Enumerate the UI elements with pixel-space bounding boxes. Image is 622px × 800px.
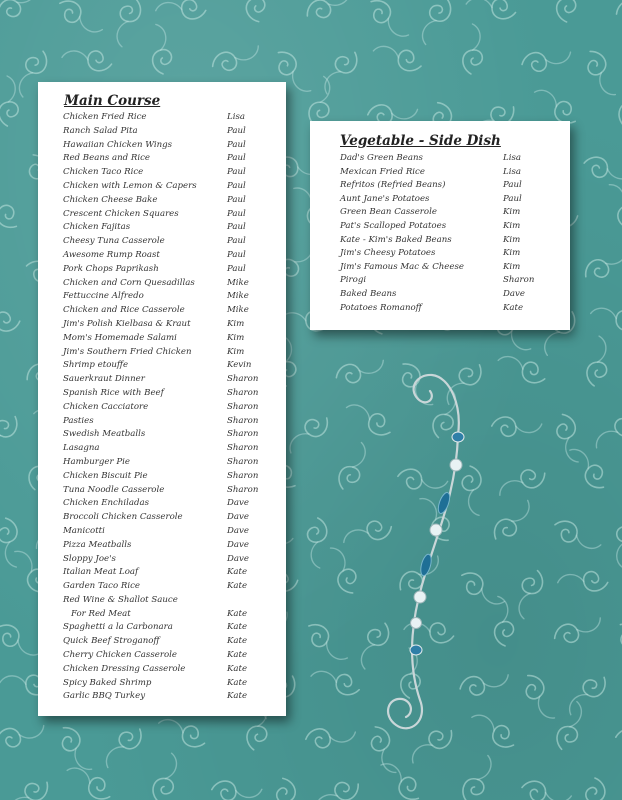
dish-row — [63, 221, 278, 235]
dish-name: Shrimp etouffe — [63, 360, 129, 371]
blue-bead — [452, 432, 464, 442]
swirl-motif — [54, 0, 106, 40]
vegetable-side-dish-title: Vegetable - Side Dish — [340, 133, 501, 149]
cook-name: Paul — [227, 194, 246, 205]
swirl-motif — [589, 302, 622, 334]
dish-name: For Red Meat — [71, 608, 131, 619]
dish-name: Chicken Cheese Bake — [63, 194, 158, 205]
swirl-motif — [155, 0, 206, 19]
cook-name: Paul — [227, 236, 246, 247]
dish-row — [63, 484, 278, 498]
cook-name: Kim — [227, 346, 245, 357]
dish-name: Jim's Southern Fried Chicken — [63, 346, 192, 357]
dish-name: Pirogi — [340, 275, 367, 286]
cook-name: Dave — [227, 498, 249, 509]
swirl-motif — [61, 45, 114, 73]
dish-row — [63, 290, 278, 304]
cook-name: Dave — [503, 288, 525, 299]
blue-bead — [419, 553, 433, 577]
vegetable-side-dish-card — [310, 121, 570, 330]
swirl-motif — [317, 46, 362, 98]
dish-name: Garlic BBQ Turkey — [63, 691, 146, 702]
cook-name: Paul — [227, 180, 246, 191]
cook-name: Paul — [503, 180, 522, 191]
dish-name: Tuna Noodle Casserole — [63, 484, 165, 495]
dish-name: Lasagna — [63, 443, 100, 454]
swirl-motif — [0, 410, 22, 461]
cook-name: Sharon — [227, 401, 259, 412]
swirl-motif — [150, 751, 184, 800]
dish-row — [63, 663, 278, 677]
dish-name: Refritos (Refried Beans) — [340, 180, 446, 191]
swirl-motif — [415, 0, 455, 48]
dish-row — [63, 111, 278, 125]
swirl-motif — [303, 0, 356, 25]
swirl-motif — [0, 311, 20, 334]
dish-name: Chicken Dressing Casserole — [63, 663, 186, 674]
swirl-motif — [550, 517, 603, 556]
dish-name: Crescent Chicken Squares — [63, 208, 179, 219]
dish-row — [63, 677, 278, 691]
dish-row — [63, 525, 278, 539]
cook-name: Kate — [227, 608, 248, 619]
cook-name: Paul — [227, 139, 246, 150]
dish-row — [340, 220, 562, 234]
swirl-motif — [283, 410, 333, 458]
clear-bead — [411, 618, 422, 629]
cook-name: Sharon — [227, 374, 259, 385]
swirl-motif — [0, 719, 47, 751]
dish-name: Mom's Homemade Salami — [63, 332, 177, 343]
cook-name: Paul — [227, 249, 246, 260]
dish-row — [340, 206, 562, 220]
dish-name: Hamburger Pie — [63, 456, 130, 467]
swirl-motif — [310, 775, 363, 800]
dish-row — [63, 553, 278, 567]
swirl-motif — [462, 23, 485, 74]
dish-name: Hawaiian Chicken Wings — [63, 139, 173, 150]
dish-row — [63, 277, 278, 291]
cook-name: Paul — [227, 222, 246, 233]
dish-row — [63, 635, 278, 649]
dish-row — [340, 193, 562, 207]
dish-name: Jim's Polish Kielbasa & Kraut — [63, 318, 191, 329]
cook-name: Kevin — [227, 360, 252, 371]
dish-row — [63, 580, 278, 594]
cook-name: Kim — [503, 234, 521, 245]
dish-name: Kate - Kim's Baked Beans — [340, 234, 452, 245]
swirl-motif — [581, 241, 622, 285]
swirl-motif — [99, 722, 147, 772]
dish-name: Spanish Rice with Beef — [63, 387, 164, 398]
dish-row — [63, 139, 278, 153]
cook-name: Kim — [503, 261, 521, 272]
swirl-motif — [335, 440, 373, 494]
swirl-motif — [613, 0, 622, 24]
dish-name: Dad's Green Beans — [340, 153, 423, 163]
cook-name: Lisa — [227, 112, 245, 122]
dish-name: Swedish Meatballs — [63, 429, 146, 440]
swirl-motif — [612, 619, 622, 670]
dish-row — [340, 302, 562, 316]
dish-row — [340, 261, 562, 275]
dish-row — [63, 566, 278, 580]
cook-name: Kate — [227, 581, 248, 592]
dish-name: Jim's Famous Mac & Cheese — [340, 261, 464, 272]
cook-name: Kate — [227, 622, 248, 633]
swirl-motif — [581, 47, 621, 100]
swirl-motif — [0, 0, 43, 26]
dish-row — [63, 304, 278, 318]
clear-bead — [414, 591, 426, 603]
dish-name: Chicken Fajitas — [63, 222, 131, 233]
dish-name: Pasties — [63, 415, 94, 426]
dish-name: Fettuccine Alfredo — [63, 291, 144, 302]
dish-name: Potatoes Romanoff — [340, 302, 422, 313]
swirl-motif — [302, 619, 352, 667]
blue-bead — [410, 645, 422, 655]
dish-name: Aunt Jane's Potatoes — [340, 193, 430, 204]
dish-name: Chicken and Corn Quesadillas — [63, 277, 195, 288]
cook-name: Kate — [503, 302, 524, 313]
swirl-motif — [551, 611, 605, 648]
dish-name: Chicken Cacciatore — [63, 401, 149, 412]
dish-row — [63, 346, 278, 360]
dish-row — [63, 621, 278, 635]
cook-name: Lisa — [503, 153, 521, 163]
cook-name: Mike — [227, 305, 249, 316]
swirl-motif — [458, 752, 498, 800]
swirl-motif — [495, 464, 549, 502]
swirl-motif — [585, 335, 611, 387]
swirl-motif — [520, 779, 573, 800]
swirl-motif — [553, 699, 588, 753]
dish-row — [340, 234, 562, 248]
swirl-motif — [238, 0, 269, 24]
swirl-motif — [611, 516, 622, 569]
clear-bead — [430, 524, 442, 536]
cook-name: Kim — [503, 207, 521, 218]
swirl-motif — [364, 0, 413, 44]
dish-name: Chicken and Rice Casserole — [63, 305, 185, 316]
dish-name: Manicotti — [63, 525, 105, 536]
swirl-motif — [564, 442, 611, 493]
dish-row — [63, 442, 278, 456]
cook-name: Sharon — [227, 443, 259, 454]
swirl-motif — [156, 712, 209, 751]
swirl-motif — [309, 665, 363, 699]
dish-name: Chicken Taco Rice — [63, 167, 144, 178]
dish-name: Pork Chops Paprikash — [63, 263, 159, 274]
dish-row — [340, 247, 562, 261]
dish-name: Jim's Cheesy Potatoes — [340, 248, 436, 259]
dish-row — [63, 428, 278, 442]
main-course-list — [63, 111, 278, 704]
cook-name: Mike — [227, 291, 249, 302]
cook-name: Dave — [227, 539, 249, 550]
dish-name: Cheesy Tuna Casserole — [63, 236, 165, 247]
swirl-motif — [512, 567, 546, 621]
cook-name: Sharon — [227, 456, 259, 467]
dish-name: Spaghetti a la Carbonara — [63, 622, 173, 633]
swirl-motif — [0, 517, 23, 570]
swirl-motif — [557, 570, 608, 591]
cook-name: Dave — [227, 512, 249, 523]
swirl-motif — [553, 412, 585, 465]
cook-name: Paul — [227, 208, 246, 219]
dish-row — [63, 373, 278, 387]
swirl-motif — [211, 781, 262, 800]
swirl-motif — [273, 776, 304, 800]
beaded-wire-ornament — [370, 365, 480, 745]
dish-name: Sloppy Joe's — [63, 553, 116, 564]
cook-name: Sharon — [227, 387, 259, 398]
cook-name: Mike — [227, 277, 249, 288]
clear-bead — [450, 459, 462, 471]
dish-name: Spicy Baked Shrimp — [63, 677, 152, 688]
dish-row — [63, 649, 278, 663]
blue-bead — [436, 491, 452, 515]
main-course-title: Main Course — [64, 93, 161, 109]
cook-name: Kim — [227, 318, 245, 329]
swirl-motif — [520, 45, 573, 74]
cook-name: Sharon — [503, 275, 535, 286]
dish-name: Cherry Chicken Casserole — [63, 650, 177, 661]
dish-row — [63, 456, 278, 470]
wire-stem — [388, 435, 458, 728]
dish-name: Mexican Fried Rice — [340, 166, 425, 177]
dish-row — [340, 166, 562, 180]
dish-name: Sauerkraut Dinner — [63, 374, 145, 385]
swirl-motif — [492, 417, 542, 436]
dish-name: Baked Beans — [340, 288, 397, 299]
dish-name: Quick Beef Stroganoff — [63, 636, 160, 647]
swirl-motif — [489, 496, 537, 546]
cook-name: Sharon — [227, 415, 259, 426]
cook-name: Kim — [503, 220, 521, 231]
swirl-motif — [603, 179, 622, 232]
dish-row — [63, 194, 278, 208]
dish-name: Chicken Fried Rice — [63, 112, 147, 122]
swirl-motif — [149, 23, 173, 75]
swirl-motif — [308, 518, 327, 568]
cook-name: Kate — [227, 691, 248, 702]
cook-name: Sharon — [227, 470, 259, 481]
dish-row — [340, 288, 562, 302]
swirl-motif — [615, 75, 622, 129]
cook-name: Paul — [227, 263, 246, 274]
cook-name: Kate — [227, 663, 248, 674]
dish-name: Chicken with Lemon & Capers — [63, 180, 197, 191]
dish-name: Pat's Scalloped Potatoes — [340, 220, 447, 231]
swirl-motif — [619, 776, 622, 800]
cook-name: Kate — [227, 677, 248, 688]
dish-name: Garden Taco Rice — [63, 581, 140, 592]
main-course-card — [38, 82, 286, 716]
dish-name: Italian Meat Loaf — [63, 567, 139, 578]
dish-row — [340, 179, 562, 193]
swirl-motif — [306, 75, 335, 128]
cook-name: Kate — [227, 636, 248, 647]
cook-name: Paul — [227, 153, 246, 164]
dish-row — [63, 152, 278, 166]
dish-row — [63, 415, 278, 429]
cook-name: Sharon — [227, 429, 259, 440]
swirl-motif — [0, 76, 19, 127]
swirl-motif — [585, 777, 608, 800]
swirl-motif — [615, 728, 622, 751]
cook-name: Dave — [227, 525, 249, 536]
cook-name: Sharon — [227, 484, 259, 495]
dish-name: Pizza Meatballs — [63, 539, 132, 550]
cook-name: Paul — [227, 167, 246, 178]
swirl-motif — [209, 39, 263, 76]
dish-row — [63, 235, 278, 249]
dish-name: Red Beans and Rice — [63, 153, 150, 164]
dish-row — [63, 125, 278, 139]
dish-row — [63, 180, 278, 194]
swirl-motif — [324, 543, 362, 597]
swirl-motif — [554, 0, 577, 23]
cook-name: Kate — [227, 650, 248, 661]
swirl-motif — [2, 774, 53, 800]
swirl-motif — [0, 184, 24, 233]
dish-row — [63, 332, 278, 346]
dish-row — [340, 152, 562, 166]
dish-row — [63, 608, 278, 622]
dish-row — [63, 387, 278, 401]
dish-row — [63, 166, 278, 180]
swirl-motif — [519, 671, 561, 724]
swirl-motif — [110, 0, 144, 49]
cook-name: Kim — [227, 332, 245, 343]
dish-row — [63, 690, 278, 704]
swirl-motif — [495, 349, 549, 387]
cook-name: Dave — [227, 553, 249, 564]
dish-name: Chicken Enchiladas — [63, 498, 150, 509]
cook-name: Paul — [503, 193, 522, 204]
swirl-motif — [376, 756, 425, 800]
dish-name: Green Bean Casserole — [340, 207, 437, 218]
dish-name: Broccoli Chicken Casserole — [63, 512, 183, 523]
dish-name: Chicken Biscuit Pie — [63, 470, 148, 481]
dish-row — [63, 594, 278, 608]
vegetable-side-dish-list — [340, 152, 562, 315]
cook-name: Lisa — [503, 166, 521, 177]
wire-stem — [414, 375, 459, 435]
cook-name: Kim — [503, 248, 521, 259]
dish-name: Red Wine & Shallot Sauce — [63, 594, 178, 605]
dish-row — [63, 359, 278, 373]
swirl-motif — [582, 154, 622, 185]
cook-name: Kate — [227, 567, 248, 578]
dish-row — [63, 318, 278, 332]
swirl-motif — [562, 670, 611, 719]
dish-row — [63, 208, 278, 222]
dish-row — [340, 274, 562, 288]
dish-name: Awesome Rump Roast — [63, 249, 160, 260]
dish-row — [63, 249, 278, 263]
dish-name: Ranch Salad Pita — [63, 125, 138, 136]
dish-row — [63, 497, 278, 511]
cook-name: Paul — [227, 125, 246, 136]
dish-row — [63, 470, 278, 484]
dish-row — [63, 539, 278, 553]
swirl-motif — [590, 411, 622, 454]
swirl-motif — [465, 0, 518, 21]
dish-row — [63, 511, 278, 525]
swirl-motif — [371, 39, 425, 74]
dish-row — [63, 401, 278, 415]
dish-row — [63, 263, 278, 277]
swirl-motif — [305, 725, 357, 749]
